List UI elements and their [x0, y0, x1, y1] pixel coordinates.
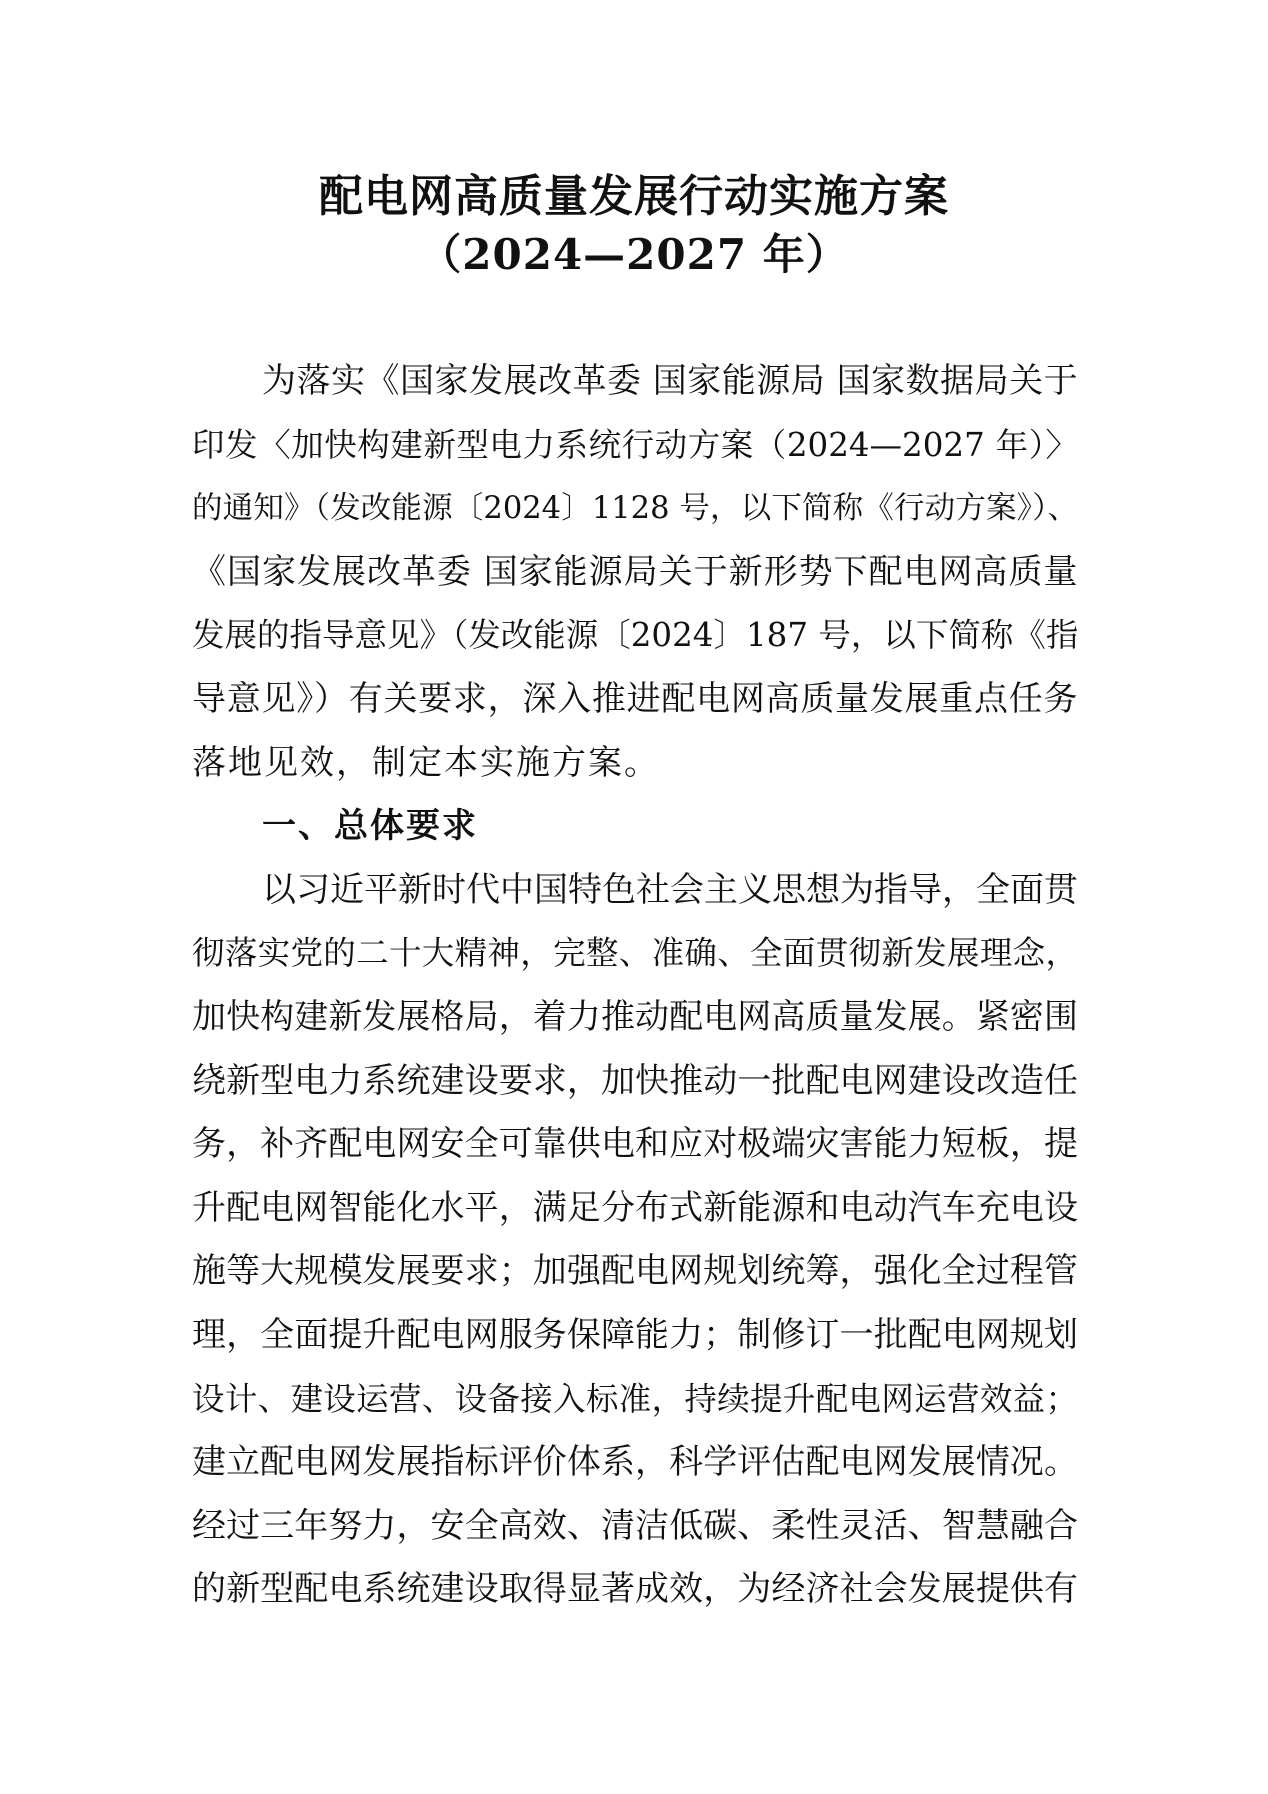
paragraph-line: 务，补齐配电网安全可靠供电和应对极端灾害能力短板，提 — [192, 1124, 1078, 1165]
paragraph-line: 以习近平新时代中国特色社会主义思想为指导，全面贯 — [262, 869, 1078, 910]
paragraph-line: 《国家发展改革委 国家能源局关于新形势下配电网高质量 — [192, 551, 1078, 592]
paragraph-line: 经过三年努力，安全高效、清洁低碳、柔性灵活、智慧融合 — [192, 1505, 1078, 1546]
paragraph-line: 理，全面提升配电网服务保障能力；制修订一批配电网规划 — [192, 1314, 1078, 1355]
paragraph-line: 印发〈加快构建新型电力系统行动方案（2024—2027 年）〉 — [192, 425, 1078, 464]
document-title: 配电网高质量发展行动实施方案 — [319, 171, 949, 222]
paragraph-line: 为落实《国家发展改革委 国家能源局 国家数据局关于 — [262, 361, 1079, 401]
document-subtitle-years: （2024—2027 年） — [419, 230, 849, 279]
paragraph-line: 加快构建新发展格局，着力推动配电网高质量发展。紧密围 — [192, 996, 1078, 1037]
section-heading: 一、总体要求 — [262, 806, 478, 847]
paragraph-line: 导意见》）有关要求，深入推进配电网高质量发展重点任务 — [192, 678, 1078, 719]
paragraph-line: 建立配电网发展指标评价体系，科学评估配电网发展情况。 — [192, 1442, 1078, 1483]
document-body — [192, 350, 1078, 1622]
paragraph-line: 的新型配电系统建设取得显著成效，为经济社会发展提供有 — [192, 1569, 1078, 1610]
paragraph-line: 升配电网智能化水平，满足分布式新能源和电动汽车充电设 — [192, 1187, 1078, 1228]
paragraph-line: 彻落实党的二十大精神，完整、准确、全面贯彻新发展理念， — [192, 934, 1078, 973]
paragraph-line: 落地见效，制定本实施方案。 — [192, 742, 660, 783]
paragraph-line: 绕新型电力系统建设要求，加快推动一批配电网建设改造任 — [192, 1060, 1078, 1101]
paragraph-line: 施等大规模发展要求；加强配电网规划统筹，强化全过程管 — [192, 1251, 1078, 1292]
paragraph-line: 的通知》（发改能源〔2024〕1128 号，以下简称《行动方案》）、 — [192, 491, 1078, 527]
paragraph-line: 发展的指导意见》（发改能源〔2024〕187 号，以下简称《指 — [192, 616, 1079, 655]
paragraph-line: 设计、建设运营、设备接入标准，持续提升配电网运营效益； — [192, 1379, 1078, 1418]
